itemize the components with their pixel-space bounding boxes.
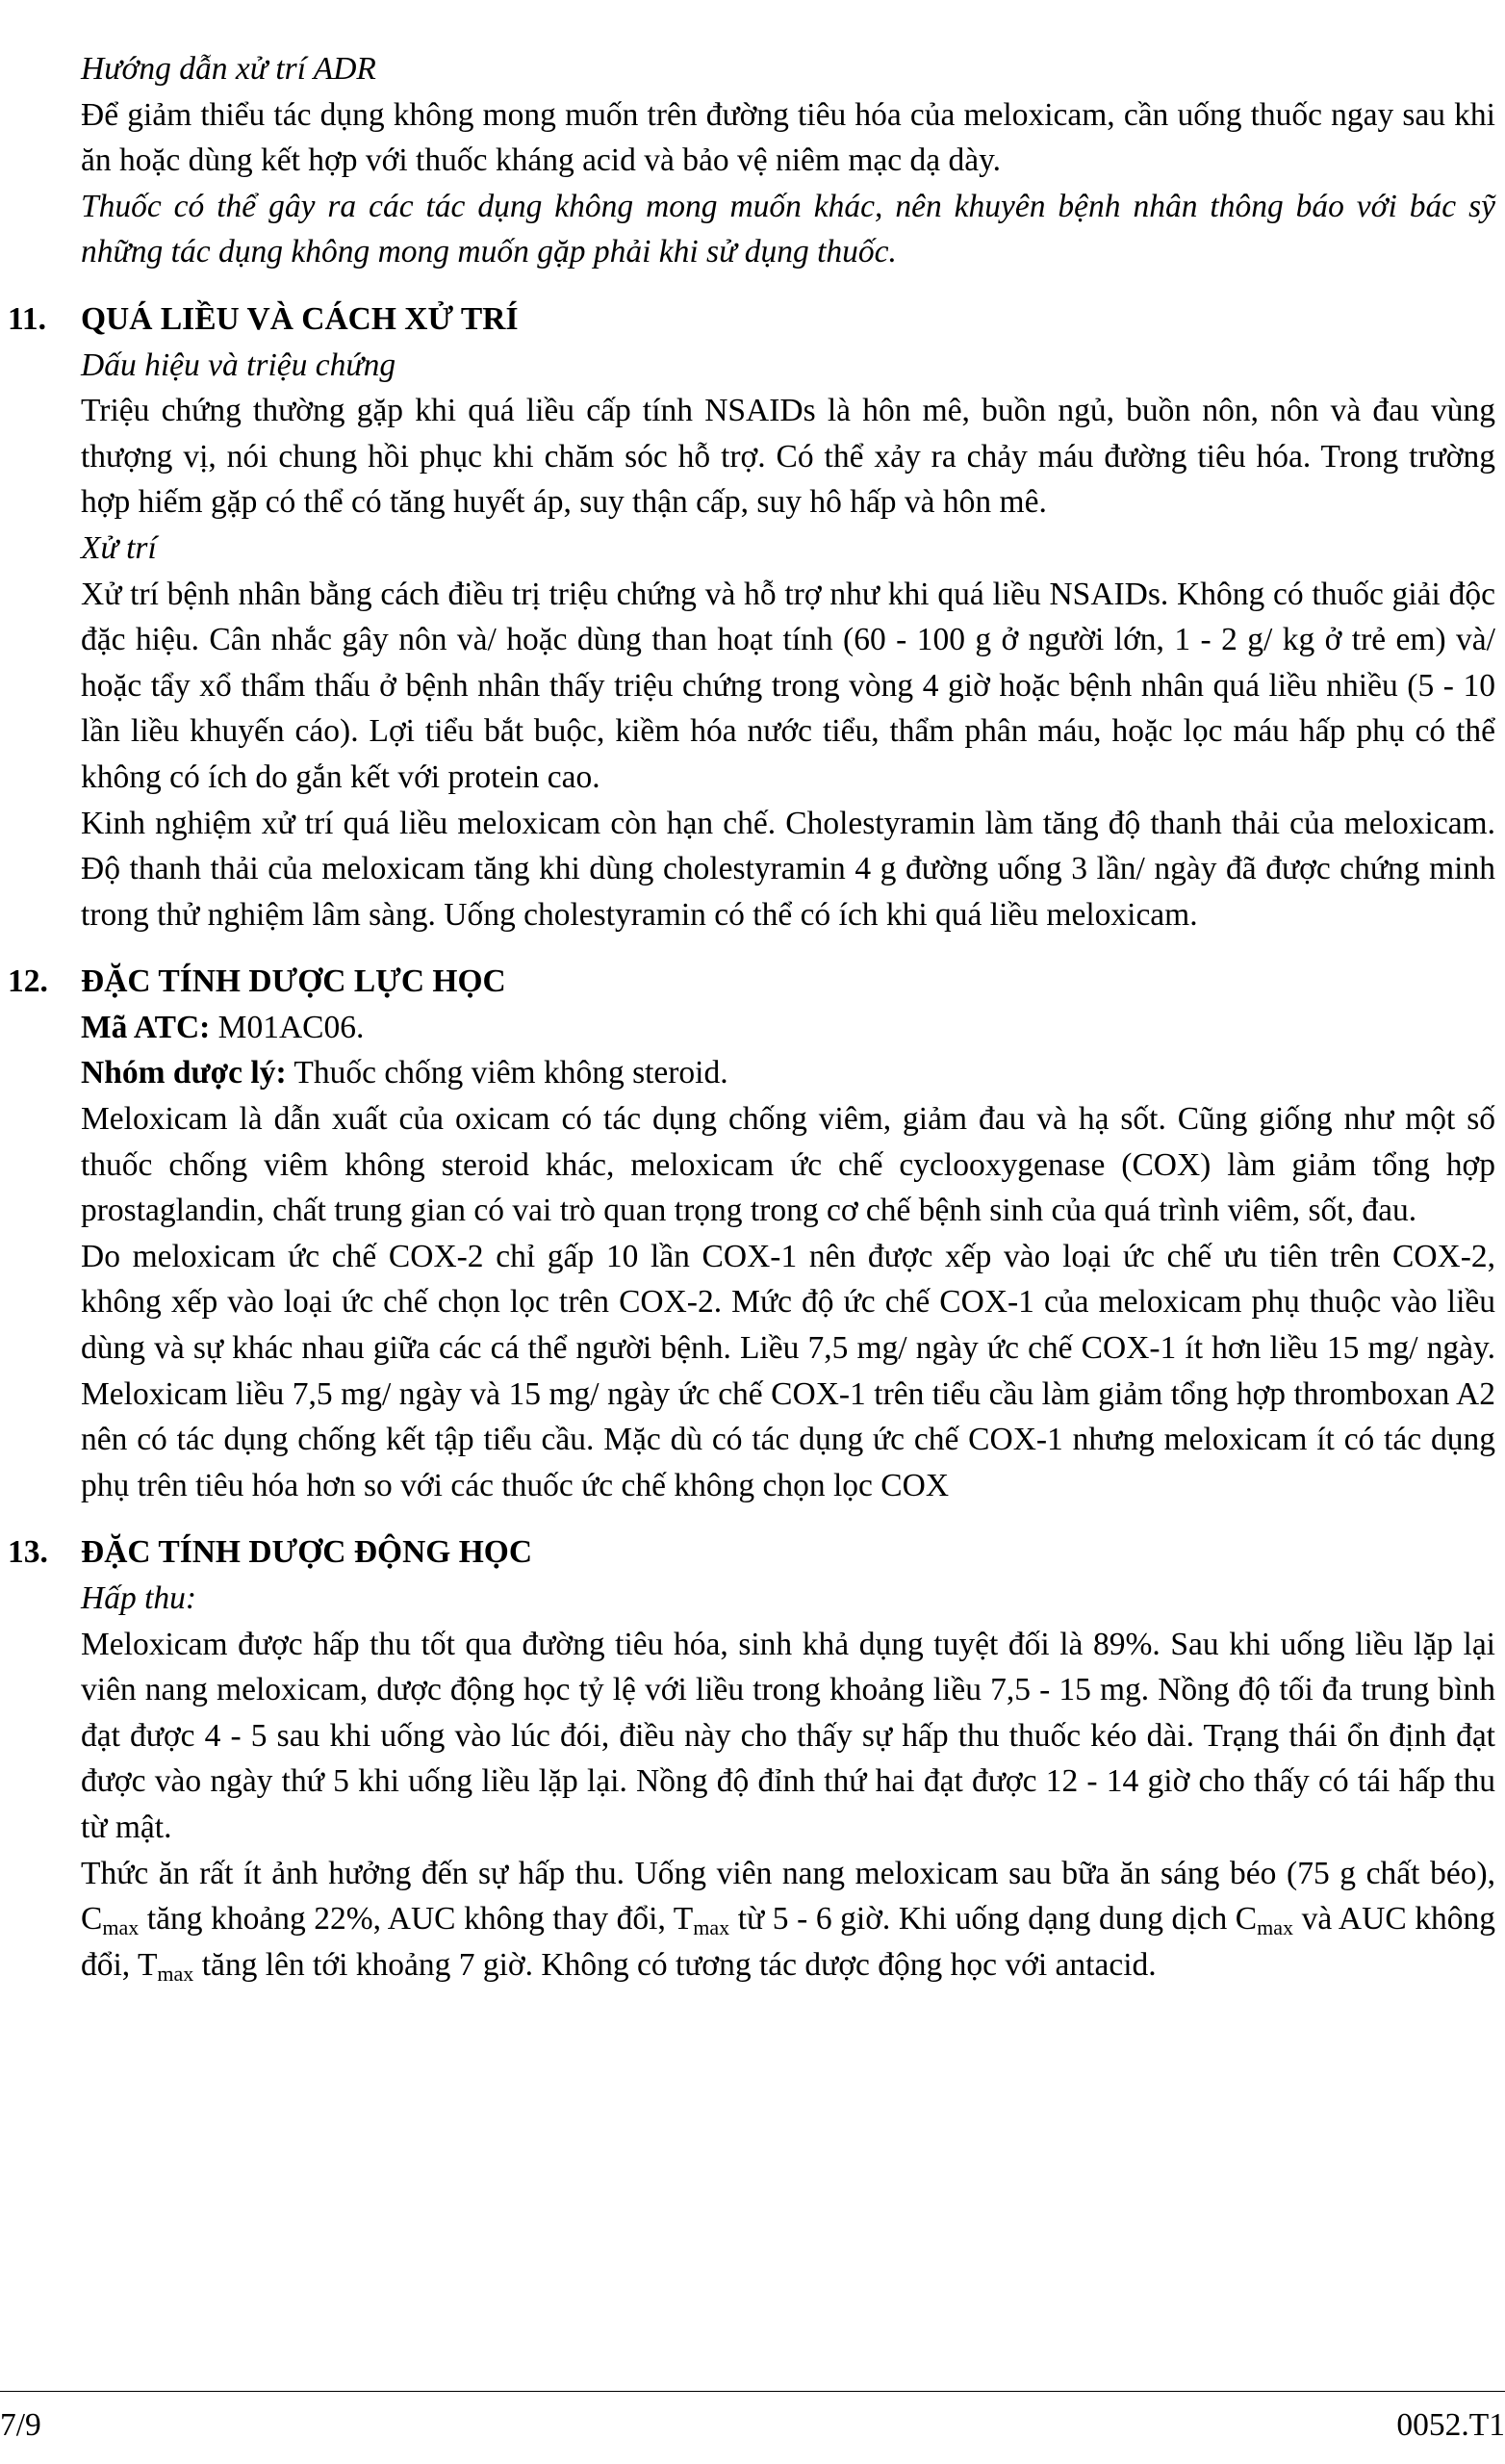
section-12-paragraph-1: Meloxicam là dẫn xuất của oxicam có tác dụng chống viêm, giảm đau và hạ sốt. Cũng giống như một số thuốc chống viêm không steroid khác, meloxicam ức chế cyclooxygenase (COX) làm giảm tổng hợp prostaglandin, chất trung gian có vai trò quan trọng trong cơ chế bệnh sinh của quá trình viêm, sốt, đau.	[81, 1101, 1495, 1229]
section-11-paragraph-3: Kinh nghiệm xử trí quá liều meloxicam còn hạn chế. Cholestyramin làm tăng độ thanh thải của meloxicam. Độ thanh thải của meloxicam tăng khi dùng cholestyramin 4 g đường uống 3 lần/ ngày đã được chứng minh trong thử nghiệm lâm sàng. Uống cholestyramin có thể có ích khi quá liều meloxicam.	[81, 805, 1495, 933]
atc-code-label: Mã ATC:	[81, 1009, 211, 1045]
section-13-title: ĐẶC TÍNH DƯỢC ĐỘNG HỌC	[81, 1534, 533, 1571]
section-12-number: 12.	[8, 963, 48, 1000]
text-run: tăng lên tới khoảng 7 giờ. Không có tương tác dược động học với antacid.	[193, 1946, 1157, 1983]
pharmacologic-group-label: Nhóm dược lý:	[81, 1055, 287, 1091]
adr-paragraph-1: Để giảm thiểu tác dụng không mong muốn trên đường tiêu hóa của meloxicam, cần uống thuốc ngay sau khi ăn hoặc dùng kết hợp với thuốc kháng acid và bảo vệ niêm mạc dạ dày.	[81, 96, 1495, 179]
page-number: 7/9	[0, 2407, 41, 2443]
subscript-max: max	[1257, 1915, 1294, 1940]
pharmacologic-group-line	[81, 1050, 1495, 1096]
document-code: 0052.T1	[1396, 2407, 1505, 2443]
section-11-heading	[8, 296, 1495, 343]
atc-code-line	[81, 1005, 1495, 1051]
document-body	[8, 46, 1495, 1988]
section-11-number: 11.	[8, 300, 47, 337]
text-run: và AUC không đổi, T	[81, 1901, 1495, 1983]
atc-code-value: M01AC06.	[210, 1009, 365, 1045]
section-13-paragraph-1: Meloxicam được hấp thu tốt qua đường tiêu hóa, sinh khả dụng tuyệt đối là 89%. Sau khi uống liều lặp lại viên nang meloxicam, dược động học tỷ lệ với liều trong khoảng liều 7,5 - 15 mg. Nồng độ tối đa trung bình đạt được 4 - 5 sau khi uống vào lúc đói, điều này cho thấy sự hấp thu thuốc kéo dài. Trạng thái ổn định đạt được vào ngày thứ 5 khi uống liều lặp lại. Nồng độ đỉnh thứ hai đạt được 12 - 14 giờ cho thấy có tái hấp thu từ mật.	[81, 1626, 1495, 1845]
section-12-title: ĐẶC TÍNH DƯỢC LỰC HỌC	[81, 963, 506, 1000]
section-11-paragraph-2: Xử trí bệnh nhân bằng cách điều trị triệu chứng và hỗ trợ như khi quá liều NSAIDs. Không có thuốc giải độc đặc hiệu. Cân nhắc gây nôn và/ hoặc dùng than hoạt tính (60 - 100 g ở người lớn, 1 - 2 g/ kg ở trẻ em) và/ hoặc tẩy xổ thẩm thấu ở bệnh nhân thấy triệu chứng trong vòng 4 giờ hoặc bệnh nhân quá liều nhiều (5 - 10 lần liều khuyến cáo). Lợi tiểu bắt buộc, kiềm hóa nước tiểu, thẩm phân máu, hoặc lọc máu hấp phụ có thể không có ích do gắn kết với protein cao.	[81, 576, 1495, 795]
footer-divider	[0, 2391, 1505, 2392]
section-13-heading	[8, 1529, 1495, 1576]
section-11-subheading-treatment: Xử trí	[81, 529, 157, 566]
subscript-max: max	[157, 1961, 194, 1986]
text-run: từ 5 - 6 giờ. Khi uống dạng dung dịch C	[729, 1901, 1258, 1938]
adr-heading: Hướng dẫn xử trí ADR	[81, 51, 376, 87]
text-run: tăng khoảng 22%, AUC không thay đổi, T	[139, 1901, 694, 1938]
subscript-max: max	[102, 1915, 140, 1940]
section-12-paragraph-2: Do meloxicam ức chế COX-2 chỉ gấp 10 lần COX-1 nên được xếp vào loại ức chế ưu tiên trên COX-2, không xếp vào loại ức chế chọn lọc trên COX-2. Mức độ ức chế COX-1 của meloxicam phụ thuộc vào liều dùng và sự khác nhau giữa các cá thể người bệnh. Liều 7,5 mg/ ngày ức chế COX-1 ít hơn liều 15 mg/ ngày. Meloxicam liều 7,5 mg/ ngày và 15 mg/ ngày ức chế COX-1 trên tiểu cầu làm giảm tổng hợp thromboxan A2 nên có tác dụng chống kết tập tiểu cầu. Mặc dù có tác dụng ức chế COX-1 nhưng meloxicam ít có tác dụng phụ trên tiêu hóa hơn so với các thuốc ức chế không chọn lọc COX	[81, 1238, 1495, 1503]
section-13-paragraph-2	[81, 1851, 1495, 1989]
subscript-max: max	[693, 1915, 730, 1940]
section-12-heading	[8, 959, 1495, 1005]
adr-paragraph-2: Thuốc có thể gây ra các tác dụng không mong muốn khác, nên khuyên bệnh nhân thông báo với bác sỹ những tác dụng không mong muốn gặp phải khi sử dụng thuốc.	[81, 188, 1495, 270]
section-11-title: QUÁ LIỀU VÀ CÁCH XỬ TRÍ	[81, 300, 519, 337]
section-11-subheading-signs: Dấu hiệu và triệu chứng	[81, 346, 396, 383]
pharmacologic-group-value: Thuốc chống viêm không steroid.	[286, 1055, 728, 1091]
section-11-paragraph-1: Triệu chứng thường gặp khi quá liều cấp tính NSAIDs là hôn mê, buồn ngủ, buồn nôn, nôn và đau vùng thượng vị, nói chung hồi phục khi chăm sóc hỗ trợ. Có thể xảy ra chảy máu đường tiêu hóa. Trong trường hợp hiếm gặp có thể có tăng huyết áp, suy thận cấp, suy hô hấp và hôn mê.	[81, 393, 1495, 521]
text-run: Thức ăn rất ít ảnh hưởng đến sự hấp thu. Uống viên nang meloxicam sau bữa ăn sáng béo (75 g chất béo), C	[81, 1855, 1495, 1938]
section-13-number: 13.	[8, 1534, 48, 1571]
section-13-subheading-absorption: Hấp thu:	[81, 1580, 197, 1616]
